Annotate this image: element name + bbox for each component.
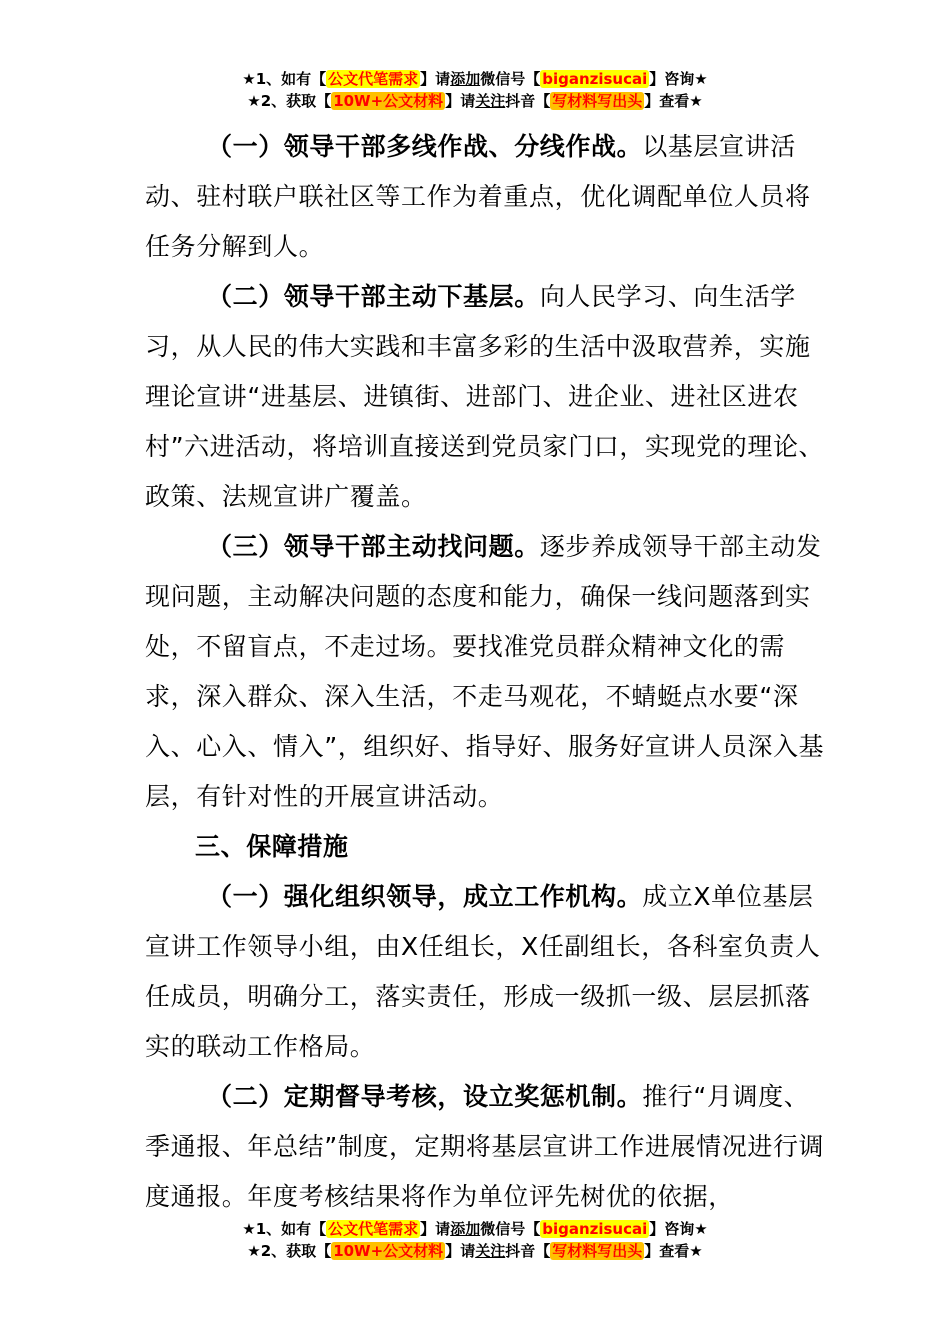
paragraph-3 — [145, 522, 825, 822]
paragraph-lead: （二）领导干部主动下基层。 — [207, 282, 540, 311]
paragraph-4 — [145, 872, 825, 1072]
paragraph-1 — [145, 122, 825, 272]
banner-line-1 — [0, 68, 950, 90]
banner-wechat-id: biganzisucai — [542, 1220, 648, 1238]
banner-douyin-id: 写材料写出头 — [552, 92, 643, 110]
banner-text: ★1、如有【 — [242, 1220, 327, 1238]
banner-text: 】查看★ — [644, 92, 703, 110]
banner-text: ★1、如有【 — [242, 70, 327, 88]
paragraph-lead: （三）领导干部主动找问题。 — [207, 532, 540, 561]
banner-text: 】咨询★ — [649, 70, 708, 88]
banner-text: ★2、获取【 — [247, 92, 332, 110]
paragraph-text: 推行“月调度、季通报、年总结”制度，定期将基层宣讲工作进展情况进行调度通报。年度考核结果将作为单位评先树优的依据， — [145, 1082, 825, 1211]
paragraph-lead: （一）强化组织领导，成立工作机构。 — [207, 882, 643, 911]
banner-highlight: 公文代笔需求 — [328, 70, 419, 88]
banner-highlight: 10W+公文材料 — [333, 92, 444, 110]
banner-line-1 — [0, 1218, 950, 1240]
banner-text: 】请 — [420, 70, 451, 88]
banner-text: 】查看★ — [644, 1242, 703, 1260]
banner-text: 】请 — [445, 92, 476, 110]
banner-underlined: 关注 — [475, 1242, 506, 1260]
banner-text: 】请 — [445, 1242, 476, 1260]
banner-highlight: 10W+公文材料 — [333, 1242, 444, 1260]
document-body — [145, 122, 825, 1222]
banner-underlined: 添加 — [450, 1220, 481, 1238]
paragraph-lead: （二）定期督导考核，设立奖惩机制。 — [207, 1082, 643, 1111]
paragraph-text: 向人民学习、向生活学习，从人民的伟大实践和丰富多彩的生活中汲取营养，实施理论宣讲“进基层、进镇街、进部门、进企业、进社区进农村”六进活动，将培训直接送到党员家门口，实现党的理论、政策、法规宣讲广覆盖。 — [145, 282, 825, 511]
section-heading: 三、保障措施 — [195, 832, 349, 861]
banner-text: 微信号【 — [480, 70, 541, 88]
banner-line-2 — [0, 90, 950, 112]
banner-text: 抖音【 — [505, 1242, 551, 1260]
footer-banner — [0, 1218, 950, 1262]
paragraph-text: 逐步养成领导干部主动发现问题，主动解决问题的态度和能力，确保一线问题落到实处，不留盲点，不走过场。要找准党员群众精神文化的需求，深入群众、深入生活，不走马观花，不蜻蜓点水要“深入、心入、情入”，组织好、指导好、服务好宣讲人员深入基层，有针对性的开展宣讲活动。 — [145, 532, 825, 811]
banner-text: 抖音【 — [505, 92, 551, 110]
banner-text: 】咨询★ — [649, 1220, 708, 1238]
banner-douyin-id: 写材料写出头 — [552, 1242, 643, 1260]
banner-wechat-id: biganzisucai — [542, 70, 648, 88]
banner-underlined: 添加 — [450, 70, 481, 88]
banner-text: 微信号【 — [480, 1220, 541, 1238]
banner-highlight: 公文代笔需求 — [328, 1220, 419, 1238]
paragraph-2 — [145, 272, 825, 522]
banner-line-2 — [0, 1240, 950, 1262]
header-banner — [0, 68, 950, 112]
banner-text: 】请 — [420, 1220, 451, 1238]
paragraph-text: 成立X单位基层宣讲工作领导小组，由X任组长，X任副组长，各科室负责人任成员，明确分工，落实责任，形成一级抓一级、层层抓落实的联动工作格局。 — [145, 882, 821, 1061]
paragraph-lead: （一）领导干部多线作战、分线作战。 — [207, 132, 643, 161]
paragraph-text: 以基层宣讲活动、驻村联户联社区等工作为着重点，优化调配单位人员将任务分解到人。 — [145, 132, 811, 261]
paragraph-5 — [145, 1072, 825, 1222]
banner-underlined: 关注 — [475, 92, 506, 110]
banner-text: ★2、获取【 — [247, 1242, 332, 1260]
